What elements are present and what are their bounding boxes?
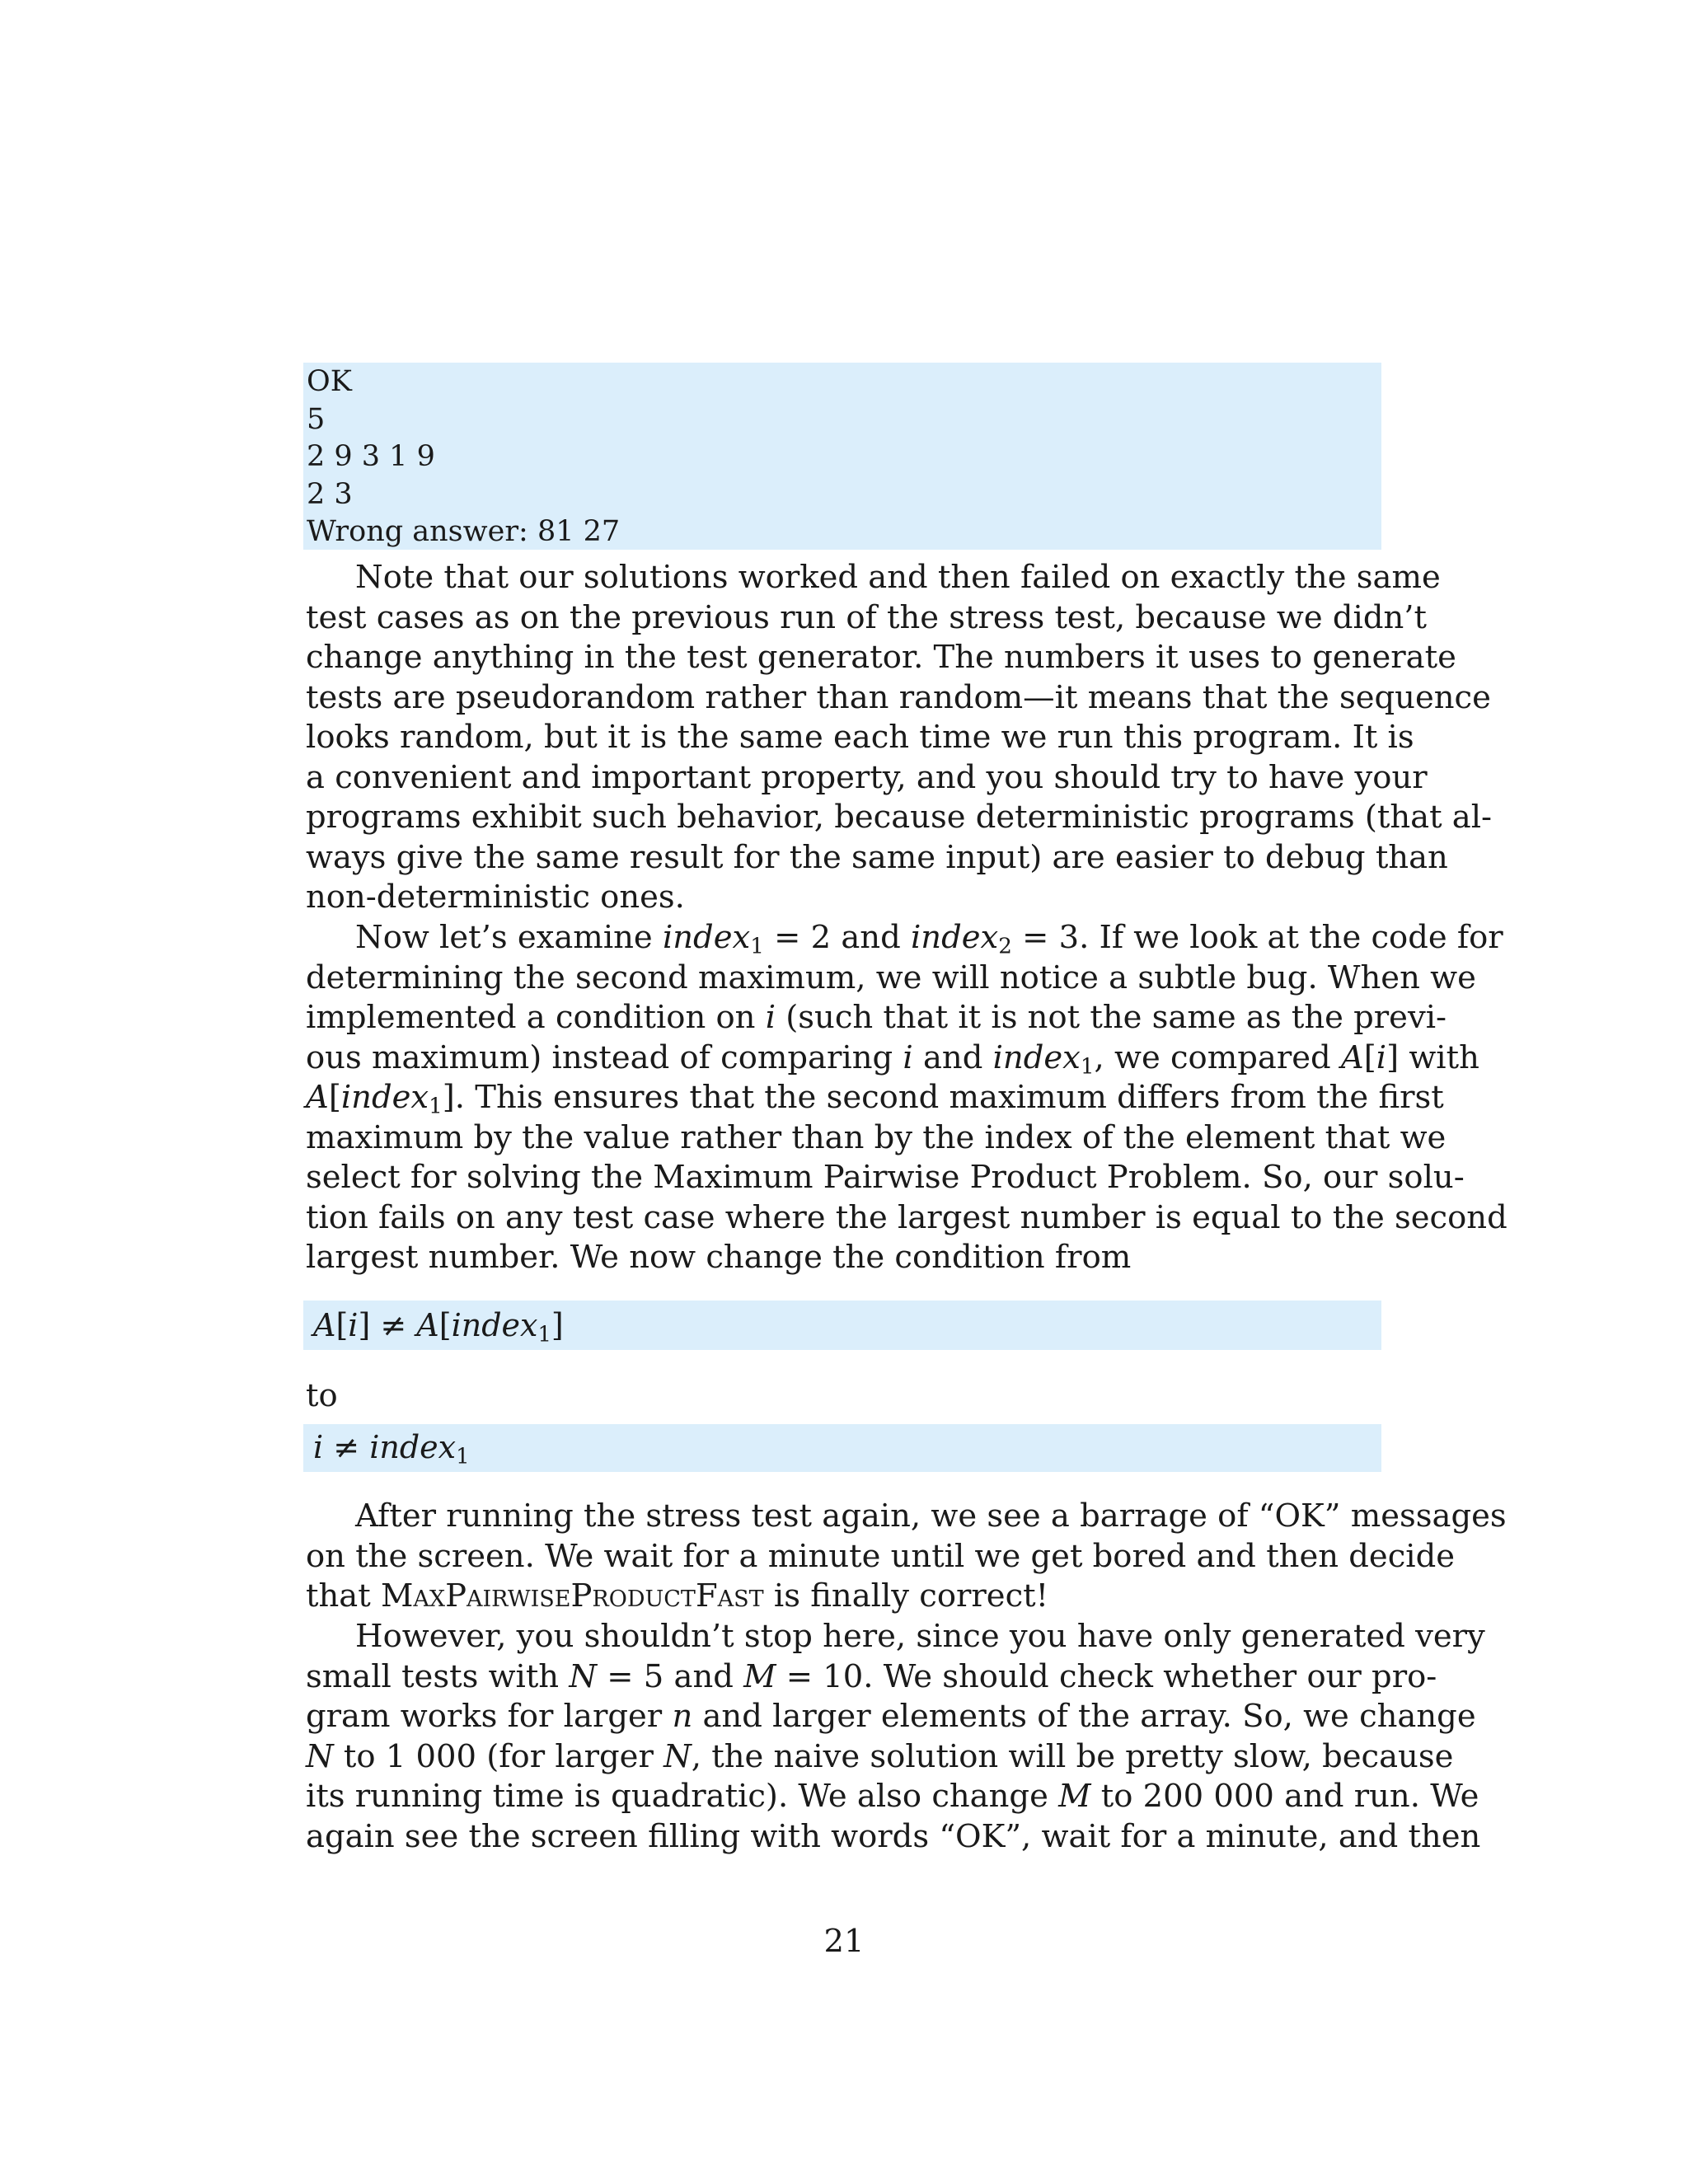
output-line: 2 3 [307,477,353,511]
math-index: index [910,919,999,956]
text-line: After running the stress test again, we see a barrage of “OK” messages [355,1497,1507,1535]
page-number: 21 [823,1923,865,1960]
math-var: A [1340,1038,1364,1076]
subscript: 1 [537,1322,551,1347]
math-var: i [1376,1038,1387,1076]
text-line: a convenient and important property, and you should try to have your [306,758,1428,796]
text-line: test cases as on the previous run of the stress test, because we didn’t [306,598,1428,636]
subscript: 1 [456,1444,470,1469]
subscript: 1 [1080,1054,1095,1080]
math-var: i [313,1429,324,1465]
text-line [306,1697,1476,1737]
text-run: [ [335,1307,349,1343]
text-run: gram works for larger [306,1698,673,1735]
subscript: 1 [750,934,764,959]
text-run: , we compared [1094,1038,1341,1076]
text-run: , the naive solution will be pretty slow, because [691,1737,1454,1775]
math-index: index [992,1038,1081,1076]
text-line: largest number. We now change the condition from [306,1239,1132,1276]
text-run: and larger elements of the array. So, we change [692,1698,1476,1735]
not-equal-symbol: ≠ [380,1307,407,1343]
text-line: again see the screen filling with words “OK”, wait for a minute, and then [306,1817,1481,1855]
text-run: implemented a condition on [306,999,766,1036]
text-line [306,1078,1444,1119]
math-var: A [313,1307,336,1343]
text-run: ] [358,1307,381,1343]
math-var: A [416,1307,439,1343]
text-line: non-deterministic ones. [306,879,685,916]
text-run: ] with [1386,1038,1479,1076]
math-var: N [306,1737,334,1775]
text-run: [ [1363,1038,1376,1076]
text-line [306,1777,1479,1817]
math-index: index [369,1429,457,1465]
text-line [306,1737,1454,1778]
math-index: index [451,1307,538,1343]
text-line [306,1038,1479,1080]
paragraph-determinism [306,558,1493,918]
math-var: N [663,1737,692,1775]
text-run: (such that it is not the same as the previ- [776,999,1447,1036]
math-index: index [340,1079,429,1116]
text-run: ] [551,1307,564,1343]
text-line: However, you shouldn’t stop here, since you have only generated very [355,1618,1485,1655]
condition-from-box [303,1301,1381,1350]
text-line: looks random, but it is the same each time we run this program. It is [306,719,1414,756]
subscript: 1 [429,1094,443,1119]
output-line: Wrong answer: 81 27 [307,515,621,548]
math-var: M [743,1657,776,1695]
program-output-box [303,363,1381,550]
text-run: small tests with [306,1657,570,1695]
output-line: 5 [307,402,326,436]
algorithm-name: MaxPairwiseProductFast [380,1577,764,1615]
text-run: Now let’s examine [355,919,663,956]
text-line: select for solving the Maximum Pairwise Product Problem. So, our solu- [306,1159,1465,1196]
paragraph-larger-tests [306,1617,1485,1857]
text-run: is finally correct! [763,1577,1049,1615]
math-var: N [569,1657,598,1695]
output-line: OK [307,365,352,398]
text-line: on the screen. We wait for a minute until we get bored and then decide [306,1537,1456,1575]
text-line [306,918,1503,959]
math-var: i [903,1038,913,1076]
output-line: 2 9 3 1 9 [307,440,435,473]
math-var: i [348,1307,359,1343]
text-run: ous maximum) instead of comparing [306,1038,903,1076]
math-var: i [765,999,776,1036]
text-line: programs exhibit such behavior, because deterministic programs (that al- [306,799,1493,836]
text-run: and [912,1038,993,1076]
text-run: its running time is quadratic). We also change [306,1778,1059,1815]
math-var: A [306,1079,329,1116]
text-run: [ [438,1307,452,1343]
text-line: determining the second maximum, we will notice a subtle bug. When we [306,958,1476,996]
text-line: maximum by the value rather than by the index of the element that we [306,1118,1447,1156]
text-line: Note that our solutions worked and then failed on exactly the same [355,559,1441,596]
text-line: change anything in the test generator. The numbers it uses to generate [306,639,1456,676]
condition-to-box [303,1424,1381,1472]
text-line [306,1657,1437,1698]
text-run: = 2 and [763,919,911,956]
text-run: ]. This ensures that the second maximum differs from the first [442,1079,1444,1116]
text-line: tests are pseudorandom rather than random—it means that the sequence [306,678,1491,716]
text-line [306,1577,1381,1617]
not-equal-symbol: ≠ [333,1429,360,1465]
text-line: tion fails on any test case where the largest number is equal to the second [306,1198,1507,1236]
connector-word: to [306,1377,338,1414]
subscript: 2 [998,934,1012,959]
text-run: to 200 000 and run. We [1090,1778,1479,1815]
math-index: index [662,919,751,956]
paragraph-bug-analysis [306,918,1507,1278]
paragraph-rerun [306,1497,1507,1617]
math-var: M [1058,1778,1091,1815]
text-run: that [306,1577,381,1615]
text-run: = 10. We should check whether our pro- [776,1657,1437,1695]
text-run: to 1 000 (for larger [333,1737,664,1775]
text-run: = 3. If we look at the code for [1011,919,1503,956]
text-line: ways give the same result for the same input) are easier to debug than [306,838,1448,876]
text-run: [ [328,1079,341,1116]
text-run: = 5 and [597,1657,744,1695]
text-line [306,998,1447,1038]
math-var: n [672,1698,693,1735]
